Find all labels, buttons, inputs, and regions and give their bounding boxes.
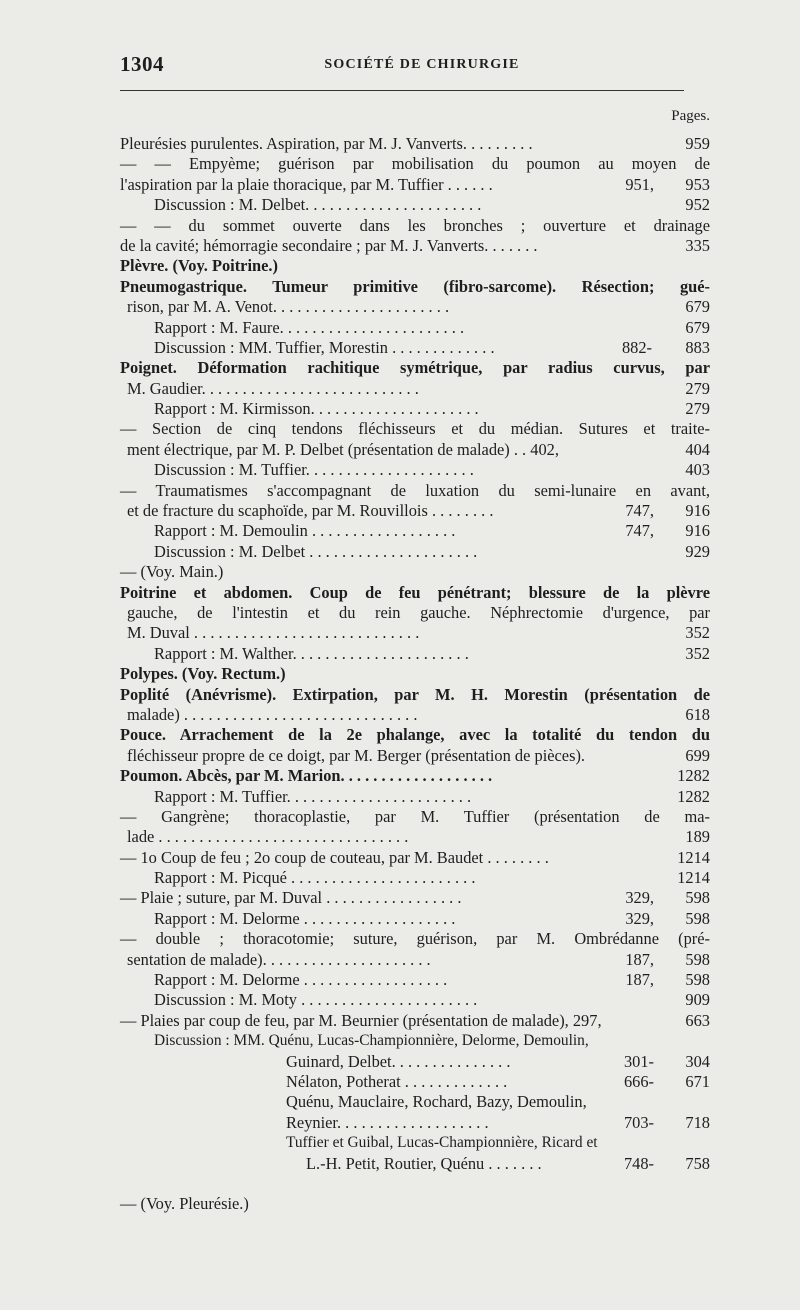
entry-text: fléchisseur propre de ce doigt, par M. Berger (présentation de pièces).: [127, 745, 586, 765]
index-line: [120, 419, 710, 439]
page-ref: 758: [685, 1153, 710, 1173]
index-line: [120, 1072, 710, 1092]
index-line: [120, 256, 710, 276]
index-line: [120, 216, 710, 236]
page-ref: 1282: [677, 766, 710, 786]
page-ref-first: 666-: [623, 1071, 654, 1091]
entry-text: — double ; thoracotomie; suture, guérison, par M. Ombrédanne (pré-: [120, 929, 710, 949]
entry-text: Rapport : M. Faure. . . . . . . . . . . . . . . . . . . . . . .: [154, 317, 465, 337]
entry-text: — — Empyème; guérison par mobilisation du poumon au moyen de: [120, 154, 710, 174]
index-line: [120, 460, 710, 480]
entry-text: Reynier. . . . . . . . . . . . . . . . . . .: [286, 1112, 489, 1132]
index-entries: [120, 134, 710, 1215]
index-line: [120, 379, 710, 399]
page-ref: 403: [685, 460, 710, 480]
page-ref: 699: [685, 745, 710, 765]
entry-text: Polypes. (Voy. Rectum.): [120, 664, 286, 684]
entry-text: Discussion : MM. Tuffier, Morestin . . . . . . . . . . . . .: [154, 337, 495, 357]
page-ref-first: 882-: [621, 337, 652, 357]
index-line: [120, 827, 710, 847]
entry-text: Poignet. Déformation rachitique symétrique, par radius curvus, par: [120, 358, 710, 378]
index-line: [120, 970, 710, 990]
entry-text: Poplité (Anévrisme). Extirpation, par M. H. Morestin (présentation de: [120, 684, 710, 704]
entry-text: — Gangrène; thoracoplastie, par M. Tuffier (présentation de ma-: [120, 806, 710, 826]
page-ref: 352: [685, 643, 710, 663]
entry-text: Poitrine et abdomen. Coup de feu pénétrant; blessure de la plèvre: [120, 582, 710, 602]
entry-text: Pneumogastrique. Tumeur primitive (fibro-sarcome). Résection; gué-: [120, 276, 710, 296]
index-line: [120, 481, 710, 501]
page-ref-first: 187,: [625, 970, 654, 990]
page-ref: 929: [685, 541, 710, 561]
page-ref-first: 747,: [625, 521, 654, 541]
entry-text: M. Gaudier. . . . . . . . . . . . . . . . . . . . . . . . . . .: [127, 378, 419, 398]
entry-text: — Section de cinq tendons fléchisseurs et du médian. Sutures et traite-: [120, 419, 710, 439]
page-header: [120, 52, 684, 76]
page-ref-first: 301-: [623, 1051, 654, 1071]
index-line: [120, 399, 710, 419]
entry-text: sentation de malade). . . . . . . . . . . . . . . . . . . . .: [127, 949, 431, 969]
index-line: [120, 1194, 710, 1214]
page-ref: 335: [685, 235, 710, 255]
index-line: [120, 1011, 710, 1031]
entry-text: Pleurésies purulentes. Aspiration, par M. J. Vanverts. . . . . . . . .: [120, 134, 533, 153]
entry-text: — Plaie ; suture, par M. Duval . . . . . . . . . . . . . . . . .: [120, 888, 462, 908]
header-rule: [120, 90, 684, 91]
page-ref: 953: [685, 174, 710, 194]
page-ref: 279: [685, 378, 710, 398]
index-line: [120, 766, 710, 786]
entry-text: Discussion : M. Moty . . . . . . . . . . . . . . . . . . . . . .: [154, 990, 478, 1010]
index-line: [120, 297, 710, 317]
index-line: [120, 685, 710, 705]
index-line: [120, 338, 710, 358]
index-line: [120, 1133, 710, 1153]
entry-text: Rapport : M. Kirmisson. . . . . . . . . . . . . . . . . . . . .: [154, 399, 479, 419]
index-line: [120, 623, 710, 643]
entry-text: — — du sommet ouverte dans les bronches ; ouverture et drainage: [120, 215, 710, 235]
index-line: [120, 277, 710, 297]
entry-text: lade . . . . . . . . . . . . . . . . . . . . . . . . . . . . . . .: [127, 827, 409, 847]
entry-text: Discussion : MM. Quénu, Lucas-Championnière, Delorme, Demoulin,: [154, 1032, 589, 1050]
entry-text: — (Voy. Main.): [120, 562, 224, 582]
entry-text: de la cavité; hémorragie secondaire ; par M. J. Vanverts. . . . . . .: [120, 235, 538, 255]
entry-text: Pouce. Arrachement de la 2e phalange, avec la totalité du tendon du: [120, 725, 710, 745]
index-line: [120, 807, 710, 827]
page-ref: 952: [685, 195, 710, 215]
page-ref: 618: [685, 704, 710, 724]
page-ref-first: 951,: [625, 174, 654, 194]
entry-text: Poumon. Abcès, par M. Marion. . . . . . . . . . . . . . . . . . .: [120, 766, 493, 786]
page-ref: 404: [685, 439, 710, 459]
index-line: [120, 501, 710, 521]
index-line: [120, 868, 710, 888]
page-ref-first: 748-: [623, 1153, 654, 1173]
entry-text: — Traumatismes s'accompagnant de luxation du semi-lunaire en avant,: [120, 480, 710, 500]
index-line: [120, 888, 710, 908]
page-ref-first: 187,: [625, 949, 654, 969]
index-line: [120, 358, 710, 378]
page-ref: 663: [685, 1010, 710, 1030]
page-ref: 909: [685, 990, 710, 1010]
page-ref: 883: [685, 337, 710, 357]
entry-text: malade) . . . . . . . . . . . . . . . . . . . . . . . . . . . . .: [127, 704, 418, 724]
page-ref: 718: [685, 1112, 710, 1132]
entry-text: Rapport : M. Walther. . . . . . . . . . . . . . . . . . . . . .: [154, 643, 469, 663]
entry-text: — Plaies par coup de feu, par M. Beurnier (présentation de malade), 297,: [120, 1010, 602, 1030]
entry-text: Rapport : M. Delorme . . . . . . . . . . . . . . . . . .: [154, 970, 448, 990]
index-line: [120, 909, 710, 929]
index-line: [120, 603, 710, 623]
page-ref: 679: [685, 317, 710, 337]
entry-text: Rapport : M. Delorme . . . . . . . . . . . . . . . . . . .: [154, 908, 456, 928]
entry-text: gauche, de l'intestin et du rein gauche. Néphrectomie d'urgence, par: [127, 602, 710, 622]
page-ref: 352: [685, 623, 710, 643]
entry-text: et de fracture du scaphoïde, par M. Rouvillois . . . . . . . .: [127, 501, 494, 521]
entry-text: Guinard, Delbet. . . . . . . . . . . . . . .: [286, 1051, 511, 1071]
index-line: [120, 1174, 710, 1194]
page-ref: 1282: [677, 786, 710, 806]
index-line: [120, 725, 710, 745]
page-ref: 304: [685, 1051, 710, 1071]
page-ref: 671: [685, 1071, 710, 1091]
entry-text: Nélaton, Potherat . . . . . . . . . . . . .: [286, 1071, 508, 1091]
entry-text: l'aspiration par la plaie thoracique, par M. Tuffier . . . . . .: [120, 174, 493, 194]
index-line: [120, 664, 710, 684]
entry-text: rison, par M. A. Venot. . . . . . . . . . . . . . . . . . . . . .: [127, 297, 450, 317]
index-line: [120, 236, 710, 256]
page-ref: 598: [685, 888, 710, 908]
page-number: 1304: [120, 52, 164, 76]
entry-text: Rapport : M. Tuffier. . . . . . . . . . . . . . . . . . . . . . .: [154, 786, 472, 806]
index-line: [120, 1092, 710, 1112]
index-line: [120, 195, 710, 215]
index-line: [120, 1031, 710, 1051]
running-title: SOCIÉTÉ DE CHIRURGIE: [324, 57, 520, 72]
index-line: [120, 583, 710, 603]
index-line: [120, 521, 710, 541]
index-line: [120, 134, 710, 154]
index-line: [120, 542, 710, 562]
entry-text: Plèvre. (Voy. Poitrine.): [120, 256, 278, 276]
page-ref: 598: [685, 908, 710, 928]
entry-text: Tuffier et Guibal, Lucas-Championnière, Ricard et: [286, 1134, 598, 1152]
page-ref: 598: [685, 949, 710, 969]
page-ref: 916: [685, 521, 710, 541]
entry-text: Discussion : M. Delbet. . . . . . . . . . . . . . . . . . . . . .: [154, 195, 482, 215]
page-ref-first: 703-: [623, 1112, 654, 1132]
index-line: [120, 154, 710, 174]
entry-text: — (Voy. Pleurésie.): [120, 1194, 249, 1214]
page-ref: 598: [685, 970, 710, 990]
index-line: [120, 440, 710, 460]
index-line: [120, 787, 710, 807]
entry-text: Rapport : M. Picqué . . . . . . . . . . . . . . . . . . . . . . .: [154, 868, 476, 888]
entry-text: Discussion : M. Tuffier. . . . . . . . . . . . . . . . . . . . .: [154, 460, 474, 480]
entry-text: ment électrique, par M. P. Delbet (présentation de malade) . . 402,: [127, 439, 559, 459]
entry-text: Rapport : M. Demoulin . . . . . . . . . . . . . . . . . .: [154, 521, 456, 541]
page-ref: 1214: [677, 847, 710, 867]
page-ref-first: 329,: [625, 908, 654, 928]
page-ref: 189: [685, 827, 710, 847]
index-line: [120, 644, 710, 664]
entry-text: Quénu, Mauclaire, Rochard, Bazy, Demoulin,: [286, 1092, 587, 1112]
index-line: [120, 1113, 710, 1133]
index-line: [120, 1052, 710, 1072]
page-ref: 279: [685, 399, 710, 419]
index-line: [120, 929, 710, 949]
index-line: [120, 990, 710, 1010]
index-line: [120, 705, 710, 725]
page-ref: 916: [685, 501, 710, 521]
index-line: [120, 950, 710, 970]
index-line: [120, 318, 710, 338]
entry-text: — 1o Coup de feu ; 2o coup de couteau, par M. Baudet . . . . . . . .: [120, 847, 549, 867]
entry-text: L.-H. Petit, Routier, Quénu . . . . . . .: [306, 1153, 542, 1173]
page-ref: 679: [685, 297, 710, 317]
index-line: [120, 175, 710, 195]
pages-column-label: Pages.: [671, 108, 710, 124]
entry-text: Discussion : M. Delbet . . . . . . . . . . . . . . . . . . . . .: [154, 541, 478, 561]
index-line: [120, 1154, 710, 1174]
page-ref: 959: [685, 134, 710, 153]
index-line: [120, 848, 710, 868]
page-ref-first: 747,: [625, 501, 654, 521]
index-line: [120, 562, 710, 582]
index-line: [120, 746, 710, 766]
page-ref-first: 329,: [625, 888, 654, 908]
page-ref: 1214: [677, 868, 710, 888]
entry-text: M. Duval . . . . . . . . . . . . . . . . . . . . . . . . . . . .: [127, 623, 420, 643]
